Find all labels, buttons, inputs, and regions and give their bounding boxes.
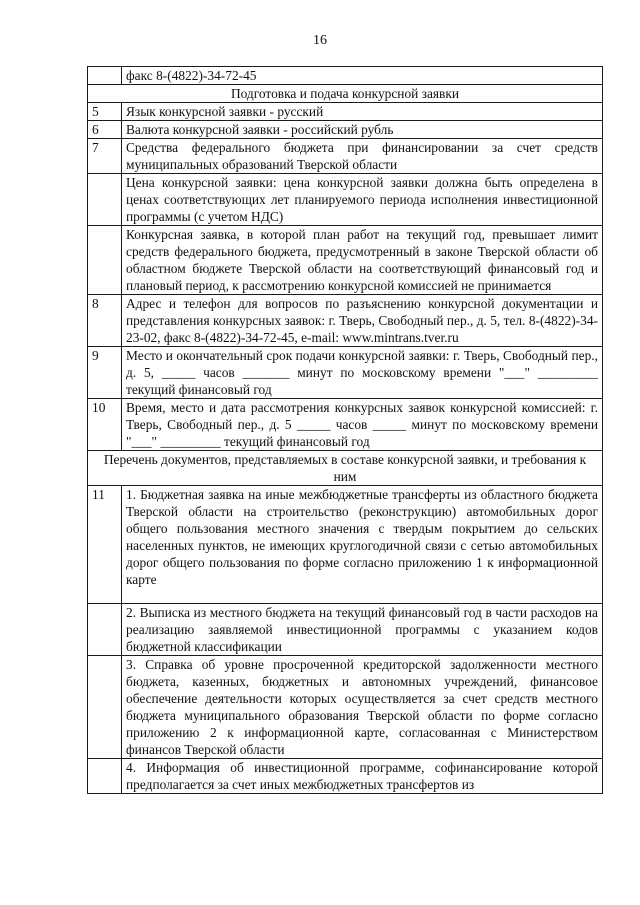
table-row [88, 399, 603, 451]
table-row [88, 486, 603, 604]
row-text: Адрес и телефон для вопросов по разъяснению конкурсной документации и представления конкурсных заявок: г. Тверь, Свободный пер., д. 5, тел. 8-(4822)-34-23-02, факс 8-(4822)-34-72-45, e-mail: www.mintrans.tver.ru [122, 295, 603, 347]
section-header-row [88, 85, 603, 103]
table-row [88, 656, 603, 759]
row-number: 5 [88, 103, 122, 121]
row-number-cell [88, 67, 122, 85]
table-row [88, 295, 603, 347]
table-row [88, 139, 603, 174]
row-text: 2. Выписка из местного бюджета на текущий финансовый год в части расходов на реализацию заявляемой инвестиционной программы с указанием кодов бюджетной классификации [122, 604, 603, 656]
table-row [88, 103, 603, 121]
row-text: 3. Справка об уровне просроченной кредиторской задолженности местного бюджета, казенных, бюджетных и автономных учреждений, финансовое обеспечение деятельности которых осуществляется за счет средств местного бюджета муниципального образования Тверской области по форме согласно приложению 2 к информационной карте, согласованная с Министерством финансов Тверской области [122, 656, 603, 759]
requirements-table [87, 66, 603, 794]
row-text: Средства федерального бюджета при финансировании за счет средств муниципальных образований Тверской области [122, 139, 603, 174]
row-text: Язык конкурсной заявки - русский [122, 103, 603, 121]
section-heading-preparation: Подготовка и подача конкурсной заявки [88, 85, 603, 103]
row-text: 4. Информация об инвестиционной программе, софинансирование которой предполагается за счет иных межбюджетных трансфертов из [122, 759, 603, 794]
row-number-cell [88, 604, 122, 656]
row-text: Место и окончательный срок подачи конкурсной заявки: г. Тверь, Свободный пер., д. 5, _____ часов _______ минут по московскому времени "___" _________ текущий финансовый год [122, 347, 603, 399]
table-row [88, 121, 603, 139]
row-number: 6 [88, 121, 122, 139]
fax-text: факс 8-(4822)-34-72-45 [122, 67, 603, 85]
row-number: 11 [88, 486, 122, 604]
table-row [88, 67, 603, 85]
row-number: 10 [88, 399, 122, 451]
row-text: Валюта конкурсной заявки - российский рубль [122, 121, 603, 139]
row-text: Конкурсная заявка, в которой план работ на текущий год, превышает лимит средств федерального бюджета, предусмотренный в законе Тверской области об областном бюджете Тверской области на соответствующий финансовый год и плановый период, к рассмотрению конкурсной комиссией не принимается [122, 226, 603, 295]
row-text: Цена конкурсной заявки: цена конкурсной заявки должна быть определена в ценах соответствующих лет планируемого периода исполнения инвестиционной программы (с учетом НДС) [122, 174, 603, 226]
table-row [88, 347, 603, 399]
section-heading-documents: Перечень документов, представляемых в составе конкурсной заявки, и требования к ним [88, 451, 603, 486]
section-header-row [88, 451, 603, 486]
page-number: 16 [313, 33, 327, 48]
row-number-cell [88, 759, 122, 794]
table-row [88, 226, 603, 295]
table-row [88, 604, 603, 656]
row-number: 9 [88, 347, 122, 399]
table-row [88, 759, 603, 794]
table-row [88, 174, 603, 226]
row-number: 7 [88, 139, 122, 174]
row-number-cell [88, 656, 122, 759]
row-text: 1. Бюджетная заявка на иные межбюджетные трансферты из областного бюджета Тверской области на строительство (реконструкцию) автомобильных дорог общего пользования местного значения с твердым покрытием до сельских населенных пунктов, не имеющих круглогодичной связи с сетью автомобильных дорог общего пользования по форме согласно приложению 1 к информационной карте [122, 486, 603, 604]
row-text: Время, место и дата рассмотрения конкурсных заявок конкурсной комиссией: г. Тверь, Свободный пер., д. 5 _____ часов _____ минут по московскому времени "___" _________ текущий финансовый год [122, 399, 603, 451]
row-number-cell [88, 226, 122, 295]
row-number-cell [88, 174, 122, 226]
row-number: 8 [88, 295, 122, 347]
